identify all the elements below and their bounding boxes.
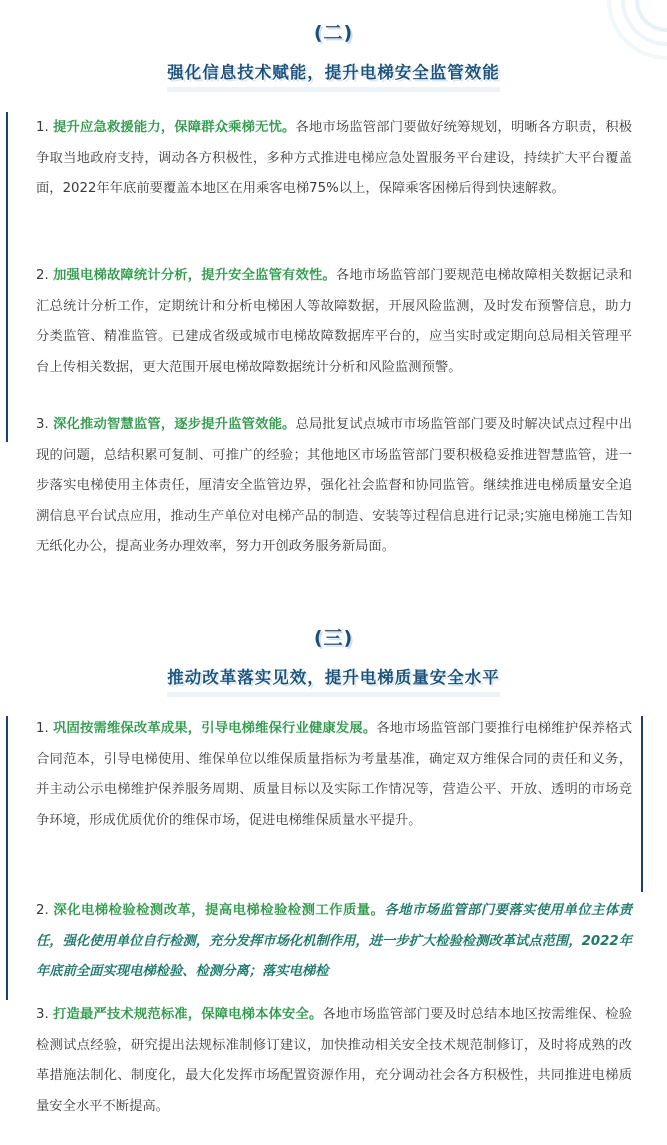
- section-2-number: (二): [313, 22, 354, 44]
- section-3-title: 推动改革落实见效，提升电梯质量安全水平: [167, 664, 500, 697]
- section-2-item-2: [36, 261, 632, 383]
- section-2-header: [0, 18, 667, 92]
- section-3-item-3: [36, 1000, 632, 1122]
- item-body: 总局批复试点城市市场监管部门要及时解决试点过程中出现的问题，总结积累可复制、可推广的经验；其他地区市场监管部门要积极稳妥推进智慧监管，进一步落实电梯使用主体责任，厘清安全监管边界，强化社会监督和协同监管。继续推进电梯质量安全追溯信息平台试点应用，推动生产单位对电梯产品的制造、安装等过程信息进行记录;实施电梯施工告知无纸化办公，提高业务办理效率，努力开创政务服务新局面。: [36, 417, 633, 554]
- item-lead: 提升应急救援能力，保障群众乘梯无忧。: [53, 120, 296, 135]
- item-number: 2.: [36, 268, 49, 283]
- item-lead: 巩固按需维保改革成果，引导电梯维保行业健康发展。: [53, 721, 377, 736]
- item-lead: 加强电梯故障统计分析，提升安全监管有效性。: [53, 268, 336, 283]
- item-body: 各地市场监管部门要规范电梯故障相关数据记录和汇总统计分析工作，定期统计和分析电梯困人等故障数据，开展风险监测，及时发布预警信息，助力分类监管、精准监管。已建成省级或城市电梯故障数据库平台的，应当实时或定期向总局相关管理平台上传相关数据，更大范围开展电梯故障数据统计分析和风险监测预警。: [36, 268, 633, 375]
- left-accent-bar: [6, 112, 8, 442]
- left-accent-bar: [6, 716, 8, 1000]
- item-number: 3.: [36, 1007, 49, 1022]
- item-number: 1.: [36, 721, 49, 736]
- item-lead: 深化推动智慧监管，逐步提升监管效能。: [53, 417, 296, 432]
- item-lead: 打造最严技术规范标准，保障电梯本体安全。: [53, 1007, 323, 1022]
- section-3-item-2: [36, 896, 632, 988]
- right-accent-bar: [641, 716, 643, 892]
- item-body: 各地市场监管部门要及时总结本地区按需维保、检验检测试点经验，研究提出法规标准制修订建议，加快推动相关安全技术规范制修订，及时将成熟的改革措施法制化、制度化，最大化发挥市场配置资源作用，充分调动社会各方积极性，共同推进电梯质量安全水平不断提高。: [36, 1007, 633, 1114]
- item-lead: 深化电梯检验检测改革，提高电梯检验检测工作质量。: [53, 903, 385, 918]
- item-number: 3.: [36, 417, 49, 432]
- section-2-item-3: [36, 410, 632, 563]
- item-body: 各地市场监管部门要落实使用单位主体责任，强化使用单位自行检测，充分发挥市场化机制作用，进一步扩大检验检测改革试点范围，2022年年底前全面实现电梯检验、检测分离；落实电梯检: [36, 903, 632, 979]
- section-3-number: (三): [313, 627, 354, 649]
- item-body: 各地市场监管部门要推行电梯维护保养格式合同范本，引导电梯使用、维保单位以维保质量指标为考量基准，确定双方维保合同的责任和义务，并主动公示电梯维护保养服务周期、质量目标以及实际工作情况等，营造公平、开放、透明的市场竞争环境，形成优质优价的维保市场，促进电梯维保质量水平提升。: [36, 721, 633, 828]
- item-body: 各地市场监管部门要做好统筹规划，明晰各方职责，积极争取当地政府支持，调动各方积极性，多种方式推进电梯应急处置服务平台建设，持续扩大平台覆盖面，2022年年底前要覆盖本地区在用乘客电梯75%以上，保障乘客困梯后得到快速解救。: [36, 120, 633, 196]
- section-3-header: [0, 623, 667, 697]
- item-number: 2.: [36, 903, 49, 918]
- section-2-item-1: [36, 113, 632, 205]
- section-2-title: 强化信息技术赋能，提升电梯安全监管效能: [167, 59, 500, 92]
- item-number: 1.: [36, 120, 49, 135]
- section-3-item-1: [36, 714, 632, 836]
